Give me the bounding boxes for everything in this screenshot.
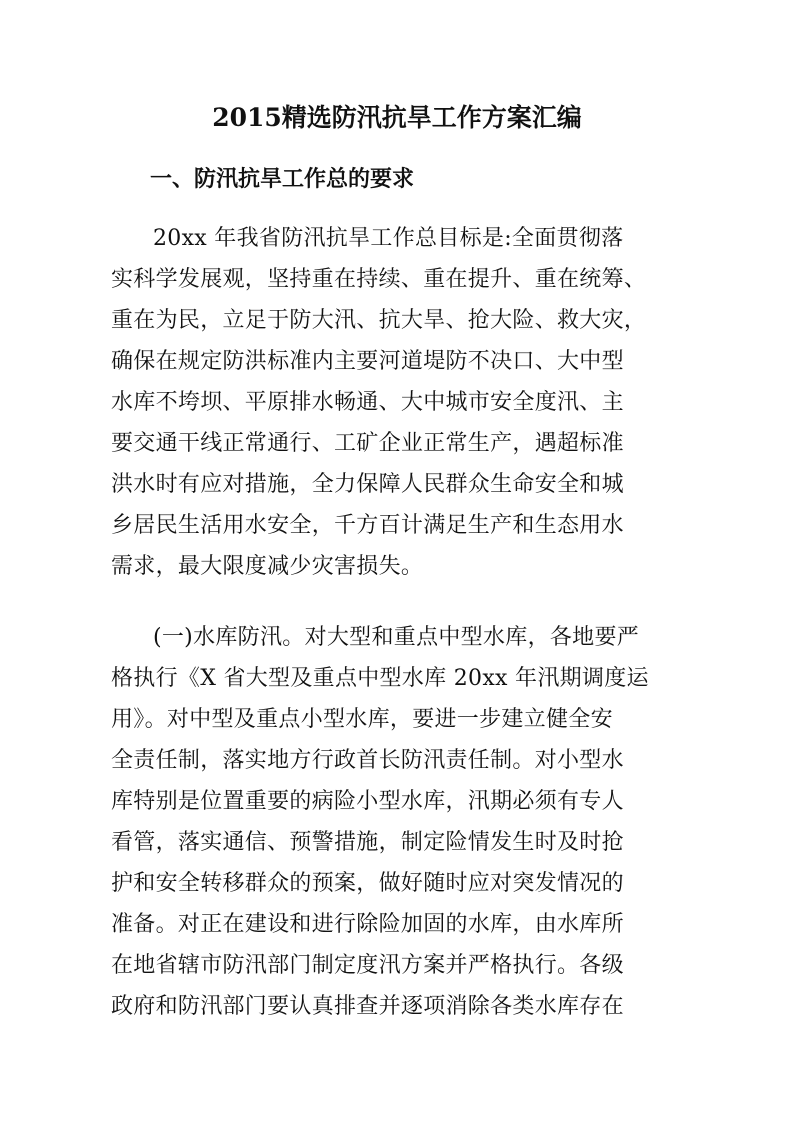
paragraph-line: (一)水库防汛。对大型和重点中型水库，各地要严 bbox=[153, 625, 640, 650]
paragraph-line: 20xx 年我省防汛抗旱工作总目标是:全面贯彻落 bbox=[153, 226, 624, 251]
paragraph-line: 护和安全转移群众的预案，做好随时应对突发情况的 bbox=[111, 871, 624, 896]
paragraph-line: 乡居民生活用水安全，千方百计满足生产和生态用水 bbox=[111, 513, 624, 538]
document-title: 2015精选防汛抗旱工作方案汇编 bbox=[212, 103, 582, 132]
paragraph-line: 重在为民，立足于防大汛、抗大旱、抢大险、救大灾， bbox=[111, 308, 647, 333]
paragraph-line: 格执行《X 省大型及重点中型水库 20xx 年汛期调度运 bbox=[111, 666, 649, 691]
paragraph-line: 政府和防汛部门要认真排查并逐项消除各类水库存在 bbox=[111, 994, 624, 1019]
paragraph-reservoir-flood-control bbox=[111, 617, 691, 1027]
paragraph-line: 准备。对正在建设和进行除险加固的水库，由水库所 bbox=[111, 912, 624, 937]
paragraph-line: 确保在规定防洪标准内主要河道堤防不决口、大中型 bbox=[111, 349, 624, 374]
paragraph-line: 全责任制，落实地方行政首长防汛责任制。对小型水 bbox=[111, 748, 624, 773]
section-heading: 一、防汛抗旱工作总的要求 bbox=[150, 166, 415, 192]
paragraph-line: 看管，落实通信、预警措施，制定险情发生时及时抢 bbox=[111, 830, 624, 855]
paragraph-line: 水库不垮坝、平原排水畅通、大中城市安全度汛、主 bbox=[111, 390, 624, 415]
paragraph-line: 实科学发展观，坚持重在持续、重在提升、重在统筹、 bbox=[111, 267, 647, 292]
paragraph-line: 在地省辖市防汛部门制定度汛方案并严格执行。各级 bbox=[111, 953, 624, 978]
paragraph-line: 要交通干线正常通行、工矿企业正常生产，遇超标准 bbox=[111, 431, 624, 456]
paragraph-overall-goal bbox=[111, 218, 691, 587]
paragraph-line: 库特别是位置重要的病险小型水库，汛期必须有专人 bbox=[111, 789, 624, 814]
paragraph-line: 用》。对中型及重点小型水库，要进一步建立健全安 bbox=[111, 707, 613, 732]
paragraph-line: 洪水时有应对措施，全力保障人民群众生命安全和城 bbox=[111, 472, 624, 497]
paragraph-line: 需求，最大限度减少灾害损失。 bbox=[111, 554, 424, 579]
